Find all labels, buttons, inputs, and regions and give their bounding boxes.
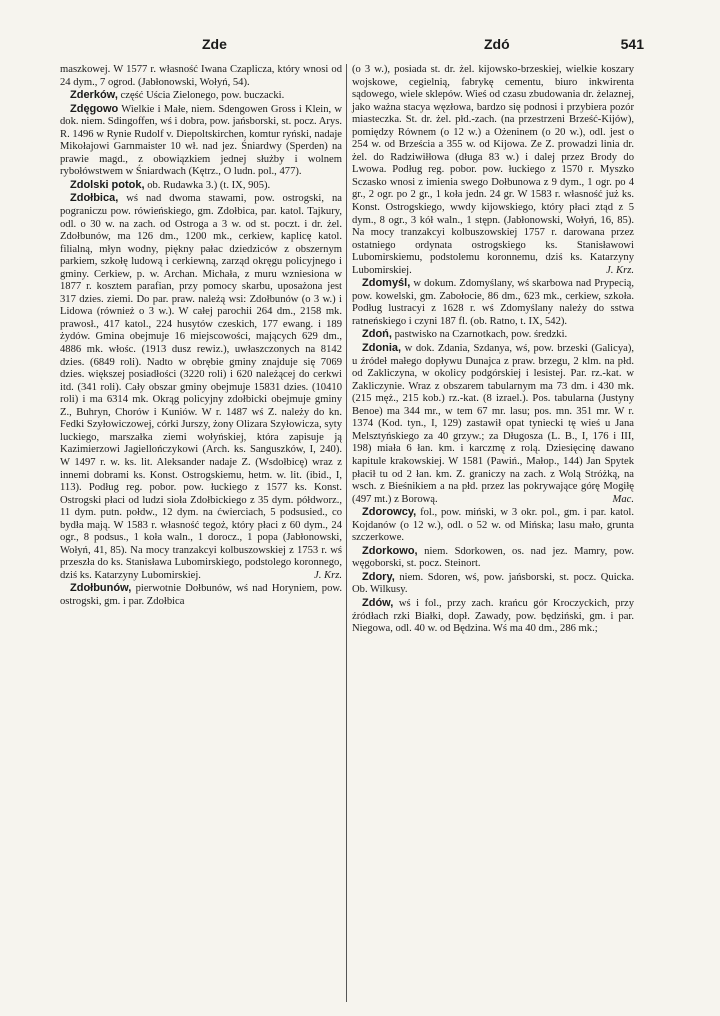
column-divider [346, 64, 347, 1002]
entry-author: Mac. [612, 493, 634, 505]
dictionary-entry [352, 342, 634, 506]
entry-headword: Zdoń, [362, 328, 392, 341]
entry-headword: Zdęgowo [70, 102, 119, 115]
dictionary-entry [60, 103, 342, 179]
entry-text: pastwisko na Czarnotkach, pow. średzki. [391, 329, 568, 341]
dictionary-entry [60, 582, 342, 608]
entry-text: fol., pow. miński, w 3 okr. pol., gm. i par. katol. Kojdanów (o 12 w.), odl. o 52 w. od Mińska; lasu mało, grunta szczerkowe. [352, 507, 634, 544]
dictionary-entry [352, 328, 634, 342]
entry-headword: Zdów, [362, 596, 394, 609]
entry-text: wś nad dwoma stawami, pow. ostrogski, na pograniczu pow. rówieńskiego, gm. Zdołbica, par. katol. Tajkury, odl. o 30 w. na zach. od Ostroga a 3 w. od st. poczt. i dr. żel. Zdołbunów, ma 126 dm., 1200 mk., cerkiew, kaplicę katol. filialną, młyn wodny, piękny pałac dziedziców z obszernym parkiem, szkołę ludową i cerkiewną, zarząd okręgu policyjnego i gminy. Cerkiew, p. w. Archan. Michała, z muru wzniesiona w 1877 r. kosztem parafian, przy pomocy skarbu, uposażona jest 317 dzies. ziemi. Do par. praw. należą wsi: Zdołbunów (o 3 w.) i Lidowa (również o 3 w.). W całej parochii 264 dm., 2158 mk. prawosł., 417 katol., 224 husytów czeskich, 177 ewang. i 189 żydów. Gmina obejmuje 16 miejscowości, mających 629 dm., 4886 mk. włośc. (1913 dusz rewiz.), uwłaszczonych na 8142 dzies. (6849 roli). Nadto w obrębie gminy znajduje się 7069 dzies. większej posiadłości (3220 roli) i 620 należącej do cerkwi itd. (341 roli). Cały obszar gminy obejmuje 15831 dzies. (10410 roli) i ma 6314 mk. Okrąg policyjny zdołbicki obejmuje gminy Z., Buhryn, Chorów i Kuniów. W r. 1487 wś Z. należy do kn. Fedki Szyłowiczowej, córki Jurszy, żony Olizara Szyłowicza, syty luckiego, marszałka ziemi wołyńskiej, która zapisuje ją Kazimierzowi Jagiellończykowi (Arch. ks. Sanguszków, I, 240). W 1497 r. w. ks. lit. Aleksander nadaje Z. (Wsdołbicę) wraz z innemi dobrami ks. Konst. Ostrogskiemu, hetm. w. lit. (ibid., I, 113). Podług reg. pobor. pow. łuckiego z 1577 ks. Konst. Ostrogski płaci od ludzi sioła Zdołbickiego z 35 dym. półdworz., 11 dym. putn. połdw., 12 dym. na ćwierciach, 5 podsusied., co bydła mają. W 1583 r. własność tegoż, który płaci z 60 dym., 24 ogr., 8 podsus., 1 koła waln., 1 dorocz., 1 popa (Jabłonowski, Wołyń, 41, 85). Na mocy tranzakcyi kolbuszowskiej z 1753 r. wś przeszła do ks. Stanisława Lubomirskiego, podstolego koronnego, dziś ks. Katarzyny Lubomirskiej. [60, 193, 342, 581]
dictionary-page [60, 0, 644, 1016]
entry-text: maszkowej. W 1577 r. własność Iwana Czaplicza, który wnosi od 24 dym., 7 ogrod. (Jabłonowski, Wołyń, 54). [60, 64, 342, 88]
dictionary-entry [352, 597, 634, 636]
entry-text: ob. Rudawka 3.) (t. IX, 905). [144, 179, 271, 191]
entry-headword: Zdołbica, [70, 192, 119, 205]
dictionary-entry [352, 277, 634, 328]
entry-headword: Zdolski potok, [70, 178, 145, 191]
running-head-left: Zde [202, 36, 227, 52]
running-head-right: Zdó [484, 36, 510, 52]
entry-headword: Zdorkowo, [362, 544, 418, 557]
entry-headword: Zdory, [362, 570, 395, 583]
entry-text: wś i fol., przy zach. krańcu gór Kroczyckich, przy źródłach rzki Białki, dopł. Zawady, pow. będziński, gm. i par. Niegowa, odl. 40 w. od Będzina. Wś ma 40 dm., 286 mk.; [352, 597, 634, 635]
dictionary-entry [352, 545, 634, 571]
dictionary-entry [352, 506, 634, 545]
page-number: 541 [620, 36, 644, 52]
entry-text: (o 3 w.), posiada st. dr. żel. kijowsko-brzeskiej, wielkie koszary wojskowe, cegielnią, fabrykę cementu, biuro inkwirenta sądowego, wiele sklepów. Wieś od czasu zbudowania dr. żelaznej, jako ważna stacya węzłowa, bardzo się podnosi i przybiera pozór miasteczka. St. dr. żel. płd.-zach. (na przestrzeni Brześć-Kijów), pomiędzy Równem (o 12 w.) a Ożeninem (o 20 w.), odl. jest o 254 w. od Brześcia a 355 w. od Kijowa. Ze Z. prowadzi linia dr. żel. do Radziwiłłowa (długa 83 w.) i dalej przez Brody do Lwowa. Podług reg. pobor. pow. łuckiego z 1570 r. Myszko Sczasko wnosi z imienia swego Dołbunowa z 9 dym., 1 ogr. po 4 gr., 2 ogr. po 2 gr., 1 koła jedn. 24 gr. W 1583 r. własność już ks. Konst. Ostrogskiego, wwdy kijowskiego, który płaci ztąd z 5 dym., 8 ogr., 3 kół waln., 1 stępn. (Jabłonowski, Wołyń, 16, 85). Na mocy tranzakcyi kolbuszowskiej 1757 r. darowana przez ostatniego ordynata ostrogskiego ks. Stanisławowi Lubomirskiemu, podstolemu koronnemu, dziś ks. Katarzyny Lubomirskiej. [352, 64, 634, 276]
entry-text: część Uścia Zielonego, pow. buczacki. [117, 90, 285, 102]
entry-text: Wielkie i Małe, niem. Sdengowen Gross i Klein, w dok. niem. Sdingoffen, wś i dobra, pow. jańsborski, st. pocz. Arys. R. 1496 w Rynie Rudolf v. Diepoltskirchen, komtur ryński, nadaje Mikołajowi Garnmaister 10 wł. nad jez. Śniardwy (Sperden) na prawie magd., z obowiązkiem jednej służby i wolnem rybołówstwem w Śniardwach (Kętrz., O ludn. pol., 477). [60, 103, 342, 178]
entry-text: niem. Sdorkowen, os. nad jez. Mamry, pow. węgoborski, st. pocz. Steinort. [352, 545, 634, 570]
entry-headword: Zderków, [70, 89, 118, 102]
dictionary-entry [60, 89, 342, 103]
dictionary-entry [352, 64, 634, 277]
entry-author: J. Krz. [606, 264, 634, 276]
entry-headword: Zdorowcy, [362, 506, 417, 519]
page-header [60, 36, 644, 56]
entry-headword: Zdołbunów, [70, 582, 132, 595]
entry-headword: Zdomyśl, [362, 277, 411, 290]
entry-text: w dok. Zdania, Szdanya, wś, pow. brzeski (Galicya), u źródeł małego dopływu Dunajca z praw. brzegu, 2 klm. na płd. od Zakliczyna, w okolicy podgórskiej i lesistej. Par. rz.-kat. w Zakliczynie. Wraz z obszarem tabularnym ma 73 dm. i 430 mk. (215 męż., 215 kob.) rz.-kat. (8 izrael.). Pos. tabularna (Justyny Benoe) ma 344 mr., w tem 67 mr. lasu; pos. mn. 351 mr. W r. 1374 (Kod. tyn., I, 129) zastawił opat tyniecki tę wieś u Jana Melsztyńskiego za 40 grzyw.; za Długosza (L. B., I, 176 i III, 198) miała 6 łan. km. i karczmę z rolą. Dziesięcinę dawano kapitule krakowskiej. W 1581 (Pawiń., Małop., 144) Jan Spytek płacił tu od 2 łan. km. Z. graniczy na zach. z Wolą Stróżką, na wsch. z Bieśnikiem a na płd. przez las pokrywające górę Mogiłę (497 mt.) z Borową. [352, 343, 634, 505]
right-column [352, 64, 634, 636]
left-column [60, 64, 342, 609]
dictionary-entry [352, 571, 634, 597]
dictionary-entry [60, 179, 342, 193]
entry-text: pierwotnie Dołbunów, wś nad Horyniem, pow. ostrogski, gm. i par. Zdołbica [60, 583, 342, 607]
entry-text: niem. Sdoren, wś, pow. jańsborski, st. pocz. Quicka. Ob. Wilkusy. [352, 571, 634, 596]
entry-text: w dokum. Zdomyślany, wś skarbowa nad Prypecią, pow. kowelski, gm. Zabołocie, 86 dm., 623 mk., cerkiew, szkoła. Podług lustracyi z 1628 r. wś Zdomyślany należy do sstwa ratneńskiego i czyni 187 fl. (ob. Ratno, t. IX, 542). [352, 278, 634, 327]
entry-headword: Zdonia, [362, 342, 402, 355]
entry-author: J. Krz. [314, 569, 342, 581]
dictionary-entry [60, 192, 342, 582]
dictionary-entry [60, 64, 342, 89]
